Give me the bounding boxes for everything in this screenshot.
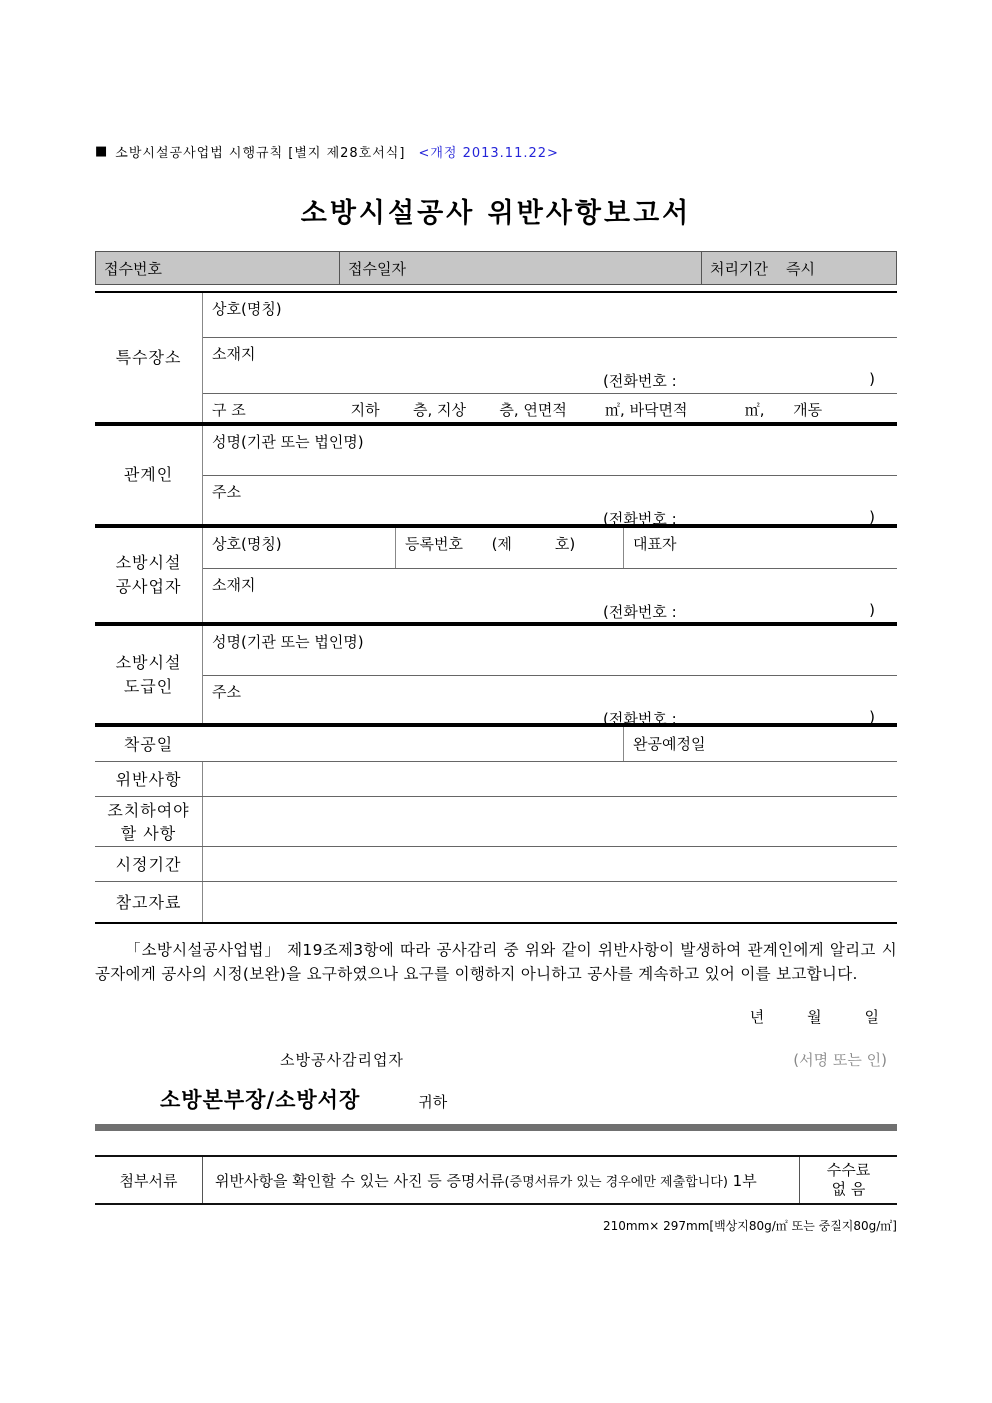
attachment-table xyxy=(95,1155,897,1205)
reference-value xyxy=(202,882,897,922)
special-place-name-label: 상호(명칭) xyxy=(212,300,282,318)
orderer-label-line1: 소방시설 xyxy=(115,652,182,672)
completion-date-cell xyxy=(623,727,897,761)
phone-close-paren: ) xyxy=(869,708,875,726)
fee-value: 없 음 xyxy=(831,1180,866,1198)
contractor-representative-label: 대표자 xyxy=(623,528,897,568)
attachment-label: 첨부서류 xyxy=(119,1171,178,1190)
contractor-address-row xyxy=(203,568,897,622)
supervisor-label: 소방공사감리업자 xyxy=(280,1051,404,1069)
contractor-name-label: 상호(명칭) xyxy=(212,535,282,553)
attachment-content-small: (증명서류가 있는 경우에만 제출합니다) xyxy=(504,1174,728,1190)
processing-period-cell xyxy=(701,252,896,284)
reference-label: 참고자료 xyxy=(115,892,182,912)
form-notice xyxy=(95,142,897,161)
start-date-row xyxy=(95,727,897,761)
special-place-address-label: 소재지 xyxy=(212,345,256,363)
receipt-date-label: 접수일자 xyxy=(348,260,406,278)
required-action-label xyxy=(95,797,202,846)
related-person-label: 관계인 xyxy=(123,465,174,484)
processing-period-label: 처리기간 xyxy=(710,260,768,278)
correction-period-label: 시정기간 xyxy=(115,854,182,874)
phone-label: (전화번호 : xyxy=(603,372,677,390)
special-place-name-row xyxy=(203,293,897,337)
completion-date-label: 완공예정일 xyxy=(633,735,706,753)
special-place-address-row xyxy=(203,337,897,393)
contractor-phone-line xyxy=(603,601,875,622)
signature-line xyxy=(95,1049,897,1070)
phone-close-paren: ) xyxy=(869,370,875,388)
recipient-suffix: 귀하 xyxy=(418,1093,448,1111)
contractor-label-line2: 공사업자 xyxy=(115,577,182,596)
page-title: 소방시설공사 위반사항보고서 xyxy=(300,198,692,229)
signature-note: (서명 또는 인) xyxy=(793,1051,887,1069)
correction-period-value xyxy=(202,847,897,881)
related-person-address-row xyxy=(203,475,897,528)
related-person-phone-line xyxy=(603,508,875,529)
contractor-address-label: 소재지 xyxy=(212,576,256,594)
violation-row xyxy=(95,761,897,796)
correction-period-row xyxy=(95,846,897,881)
related-person-name-label: 성명(기관 또는 법인명) xyxy=(212,433,364,451)
date-line: 년 월 일 xyxy=(749,1008,879,1026)
required-action-label-line2: 할 사항 xyxy=(120,823,177,843)
phone-label: (전화번호 : xyxy=(603,603,677,621)
receipt-header-row xyxy=(95,251,897,285)
paper-spec-note: 210mm× 297mm[백상지80g/㎡ 또는 중질지80g/㎡] xyxy=(602,1219,897,1233)
contractor-label-line1: 소방시설 xyxy=(115,553,182,572)
violation-value xyxy=(202,762,897,796)
phone-close-paren: ) xyxy=(869,508,875,526)
orderer-label-line2: 도급인 xyxy=(123,676,174,696)
attachment-content-suffix: 1부 xyxy=(727,1171,757,1190)
orderer-label xyxy=(95,626,202,723)
violation-label: 위반사항 xyxy=(115,769,182,789)
orderer-phone-line xyxy=(603,708,875,729)
orderer-section xyxy=(95,626,897,728)
special-place-structure-row: 구 조 지하 층, 지상 층, 연면적 ㎡, 바닥면적 ㎡, 개동 xyxy=(203,393,897,422)
main-form-table xyxy=(95,291,897,924)
receipt-number-label: 접수번호 xyxy=(104,260,162,278)
receipt-date-cell xyxy=(339,252,701,284)
related-person-section xyxy=(95,426,897,528)
related-person-name-row xyxy=(203,426,897,475)
attachment-content-main: 위반사항을 확인할 수 있는 사진 등 증명서류 xyxy=(215,1171,505,1190)
orderer-address-label: 주소 xyxy=(212,683,241,701)
related-person-address-label: 주소 xyxy=(212,483,241,501)
orderer-name-label: 성명(기관 또는 법인명) xyxy=(212,633,364,651)
fee-label: 수수료 xyxy=(826,1161,871,1179)
declaration-paragraph: 「소방시설공사업법」 제19조제3항에 따라 공사감리 중 위와 같이 위반사항이 발생하여 관계인에게 알리고 시공자에게 공사의 시정(보완)을 요구하였으나 요구를 이행하지 아니하고 공사를 계속하고 있어 이를 보고합니다. xyxy=(95,941,897,983)
contractor-section xyxy=(95,528,897,622)
phone-label: (전화번호 : xyxy=(603,710,677,728)
separator-bar xyxy=(95,1124,897,1131)
reference-row xyxy=(95,881,897,922)
notice-text: 소방시설공사업법 시행규칙 [별지 제28호서식] xyxy=(115,146,406,161)
recipient-line xyxy=(160,1084,897,1114)
revision-note: <개정 2013.11.22> xyxy=(418,146,559,161)
special-place-label: 특수장소 xyxy=(115,347,182,367)
fee-cell xyxy=(800,1157,897,1203)
special-place-phone-line xyxy=(603,370,875,391)
square-bullet-icon: ■ xyxy=(95,144,109,159)
orderer-name-row xyxy=(203,626,897,675)
required-action-row xyxy=(95,796,897,846)
required-action-value xyxy=(202,797,897,846)
contractor-label xyxy=(95,528,202,622)
contractor-registration-label: 등록번호 (제 호) xyxy=(395,528,623,568)
required-action-label-line1: 조치하여야 xyxy=(107,800,190,820)
phone-close-paren: ) xyxy=(869,601,875,619)
phone-label: (전화번호 : xyxy=(603,510,677,528)
processing-period-value: 즉시 xyxy=(785,260,815,278)
special-place-section xyxy=(95,293,897,422)
receipt-number-cell xyxy=(96,252,339,284)
start-date-value xyxy=(202,727,623,761)
table-bottom-rule xyxy=(95,922,897,924)
start-date-label: 착공일 xyxy=(123,734,174,754)
orderer-address-row xyxy=(203,675,897,728)
recipient-title: 소방본부장/소방서장 xyxy=(160,1088,361,1112)
attachment-content xyxy=(202,1157,800,1203)
contractor-top-row xyxy=(203,528,897,568)
